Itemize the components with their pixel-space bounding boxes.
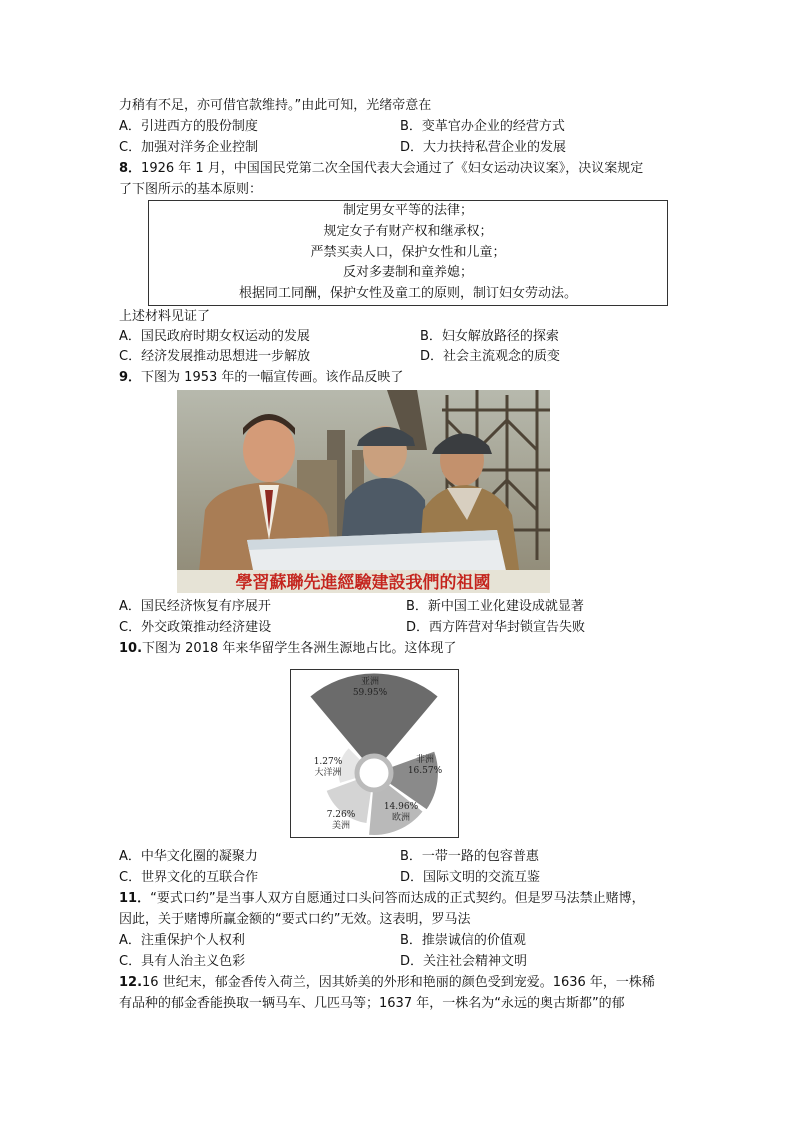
q8-option-b[interactable]: B．妇女解放路径的探索: [420, 329, 559, 344]
rose-value-africa: 16.57%: [407, 766, 443, 776]
q12-stem-line-1: [119, 973, 655, 993]
q10-option-a[interactable]: A．中华文化圈的凝聚力: [119, 849, 258, 864]
q10-option-d[interactable]: D．国际文明的交流互鉴: [400, 870, 541, 885]
rose-label-asia: 亚洲: [360, 677, 380, 687]
q11-stem-line-2: 因此，关于赌博所赢金额的“要式口约”无效。这表明，罗马法: [119, 912, 471, 927]
q8-option-c[interactable]: C．经济发展推动思想进一步解放: [119, 349, 311, 364]
q11-option-b[interactable]: B．推崇诚信的价值观: [400, 933, 526, 948]
rose-value-oceania: 1.27%: [313, 757, 343, 767]
q9-stem-text: 下图为 1953 年的一幅宣传画。该作品反映了: [141, 370, 404, 385]
q11-option-c[interactable]: C．具有人治主义色彩: [119, 954, 246, 969]
q8-stem-text: 1926 年 1 月，中国国民党第二次全国代表大会通过了《妇女运动决议案》，决议案规定: [141, 161, 644, 176]
q10-option-b[interactable]: B．一带一路的包容普惠: [400, 849, 539, 864]
rose-label-europe: 欧洲: [391, 813, 411, 823]
q8-after-text: 上述材料见证了: [119, 309, 211, 324]
q10-option-c[interactable]: C．世界文化的互联合作: [119, 870, 259, 885]
rose-value-americas: 7.26%: [326, 810, 356, 820]
rose-value-asia: 59.95%: [352, 688, 388, 698]
q10-number: 10.: [119, 641, 143, 656]
q12-stem-line-2: 有品种的郁金香能换取一辆马车、几匹马等；1637 年，一株名为“永远的奥古斯都”的郁: [119, 996, 625, 1011]
q12-number: 12.: [119, 975, 143, 990]
q11-stem-text: “要式口约”是当事人双方自愿通过口头问答而达成的正式契约。但是罗马法禁止赌博，: [150, 891, 645, 906]
principle-item: 制定男女平等的法律；: [342, 203, 473, 218]
q9-option-a[interactable]: A．国民经济恢复有序展开: [119, 599, 271, 614]
q8-option-a[interactable]: A．国民政府时期女权运动的发展: [119, 329, 310, 344]
rose-label-americas: 美洲: [331, 821, 351, 831]
q7-stem-line: 力稍有不足，亦可借官款维持。”由此可知，光绪帝意在: [119, 98, 432, 113]
q9-option-b[interactable]: B．新中国工业化建设成就显著: [406, 599, 584, 614]
rose-center-ring: [357, 756, 391, 790]
q11-number: 11．: [119, 891, 151, 906]
q9-option-d[interactable]: D．西方阵营对华封锁宣告失败: [406, 620, 586, 635]
q8-stem-line-1: [119, 159, 643, 179]
q8-principles-box: [148, 200, 668, 306]
rose-value-europe: 14.96%: [383, 802, 419, 812]
q9-stem: [119, 368, 403, 388]
q7-option-d[interactable]: D．大力扶持私营企业的发展: [400, 140, 567, 155]
rose-label-oceania: 大洋洲: [314, 768, 342, 778]
poster-slogan-text: 學習蘇聯先進經驗建設我們的祖國: [235, 573, 491, 593]
principle-item: 规定女子有财产权和继承权；: [323, 223, 493, 239]
principle-item: 根据同工同酬，保护女性及童工的原则，制订妇女劳动法。: [238, 286, 577, 302]
q8-stem-line-2: 了下图所示的基本原则：: [119, 182, 263, 197]
q9-number: 9．: [119, 370, 142, 385]
principle-item: 严禁买卖人口，保护女性和儿童；: [310, 244, 506, 260]
q9-option-c[interactable]: C．外交政策推动经济建设: [119, 620, 272, 635]
q11-option-a[interactable]: A．注重保护个人权利: [119, 933, 245, 948]
q7-option-a[interactable]: A．引进西方的股份制度: [119, 119, 258, 134]
q10-stem-text: 下图为 2018 年来华留学生各洲生源地占比。这体现了: [142, 641, 457, 656]
q8-number: 8．: [119, 161, 142, 176]
q7-option-c[interactable]: C．加强对洋务企业控制: [119, 140, 259, 155]
q7-option-b[interactable]: B．变革官办企业的经营方式: [400, 119, 565, 134]
q11-option-d[interactable]: D．关注社会精神文明: [400, 954, 528, 969]
propaganda-poster-image: [177, 390, 550, 593]
q12-stem-text: 16 世纪末，郁金香传入荷兰，因其娇美的外形和艳丽的颜色受到宠爱。1636 年，一株稀: [142, 975, 655, 990]
q8-option-d[interactable]: D．社会主流观念的质变: [420, 349, 561, 364]
q10-stem: [119, 639, 456, 659]
rose-label-africa: 非洲: [415, 755, 435, 765]
students-origin-rose-chart: [290, 669, 459, 838]
principle-item: 反对多妻制和童养媳；: [342, 265, 473, 281]
q11-stem-line-1: [119, 889, 645, 909]
